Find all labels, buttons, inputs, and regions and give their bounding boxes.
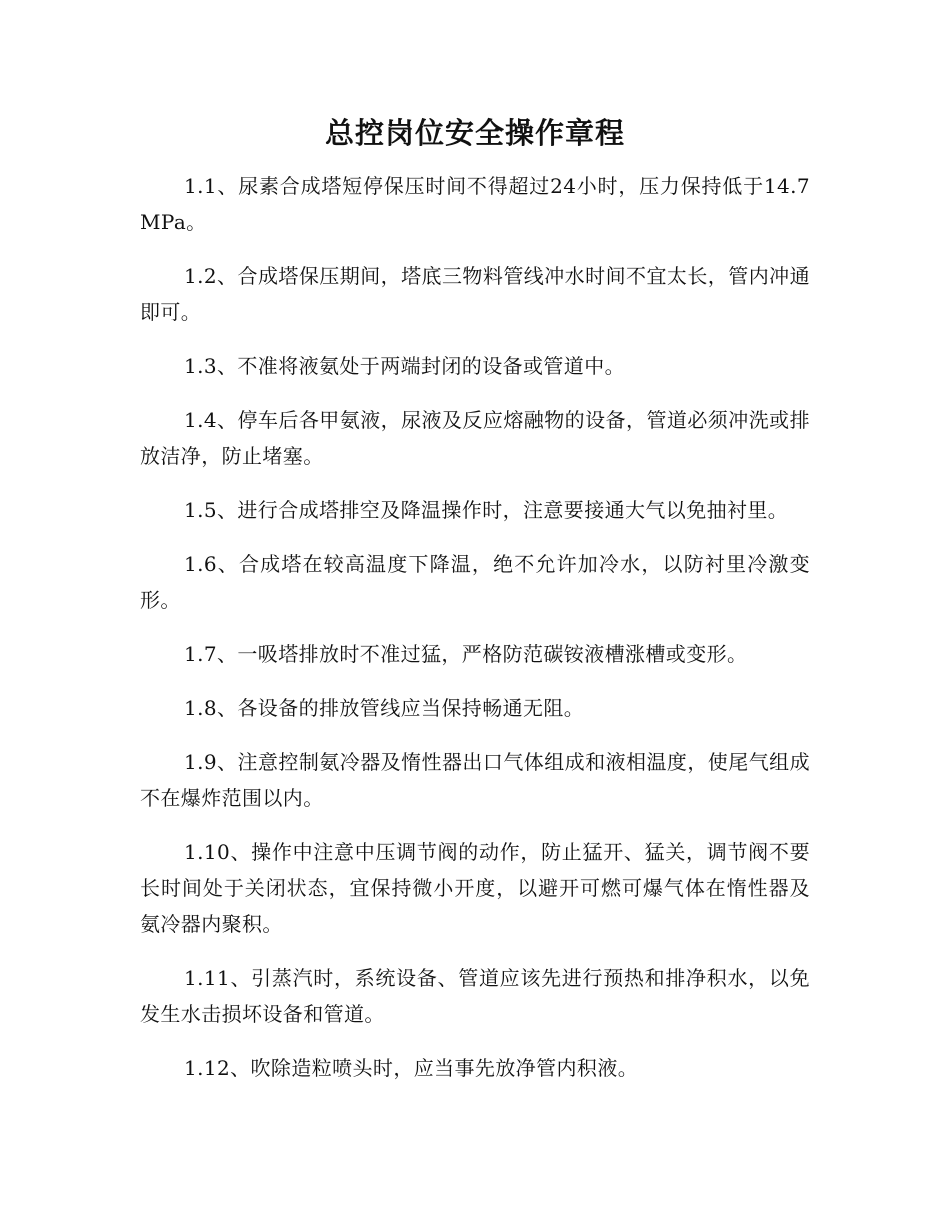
page-title: 总控岗位安全操作章程 (324, 116, 625, 150)
clause-1-12: 1.12、吹除造粒喷头时，应当事先放净管内积液。 (184, 1056, 639, 1080)
clause-1-2: 1.2、合成塔保压期间，塔底三物料管线冲水时间不宜太长，管内冲通即可。 (140, 264, 810, 324)
clause-1-5: 1.5、进行合成塔排空及降温操作时，注意要接通大气以免抽衬里。 (184, 498, 789, 522)
clause-1-7: 1.7、一吸塔排放时不准过猛，严格防范碳铵液槽涨槽或变形。 (184, 642, 748, 666)
clause-1-11: 1.11、引蒸汽时，系统设备、管道应该先进行预热和排净积水，以免发生水击损坏设备和管道。 (140, 966, 810, 1026)
clause-1-8: 1.8、各设备的排放管线应当保持畅通无阻。 (184, 696, 585, 720)
clause-1-1: 1.1、尿素合成塔短停保压时间不得超过24小时，压力保持低于14.7MPa。 (140, 174, 810, 234)
clause-1-4: 1.4、停车后各甲氨液，尿液及反应熔融物的设备，管道必须冲洗或排放洁净，防止堵塞。 (140, 408, 810, 468)
clause-1-3: 1.3、不准将液氨处于两端封闭的设备或管道中。 (184, 354, 626, 378)
clause-1-9: 1.9、注意控制氨冷器及惰性器出口气体组成和液相温度，使尾气组成不在爆炸范围以内。 (140, 750, 810, 810)
clause-1-10: 1.10、操作中注意中压调节阀的动作，防止猛开、猛关，调节阀不要长时间处于关闭状态，宜保持微小开度，以避开可燃可爆气体在惰性器及氨冷器内聚积。 (140, 840, 810, 936)
clause-1-6: 1.6、合成塔在较高温度下降温，绝不允许加冷水，以防衬里冷激变形。 (140, 552, 810, 612)
clause-list (140, 168, 810, 1104)
